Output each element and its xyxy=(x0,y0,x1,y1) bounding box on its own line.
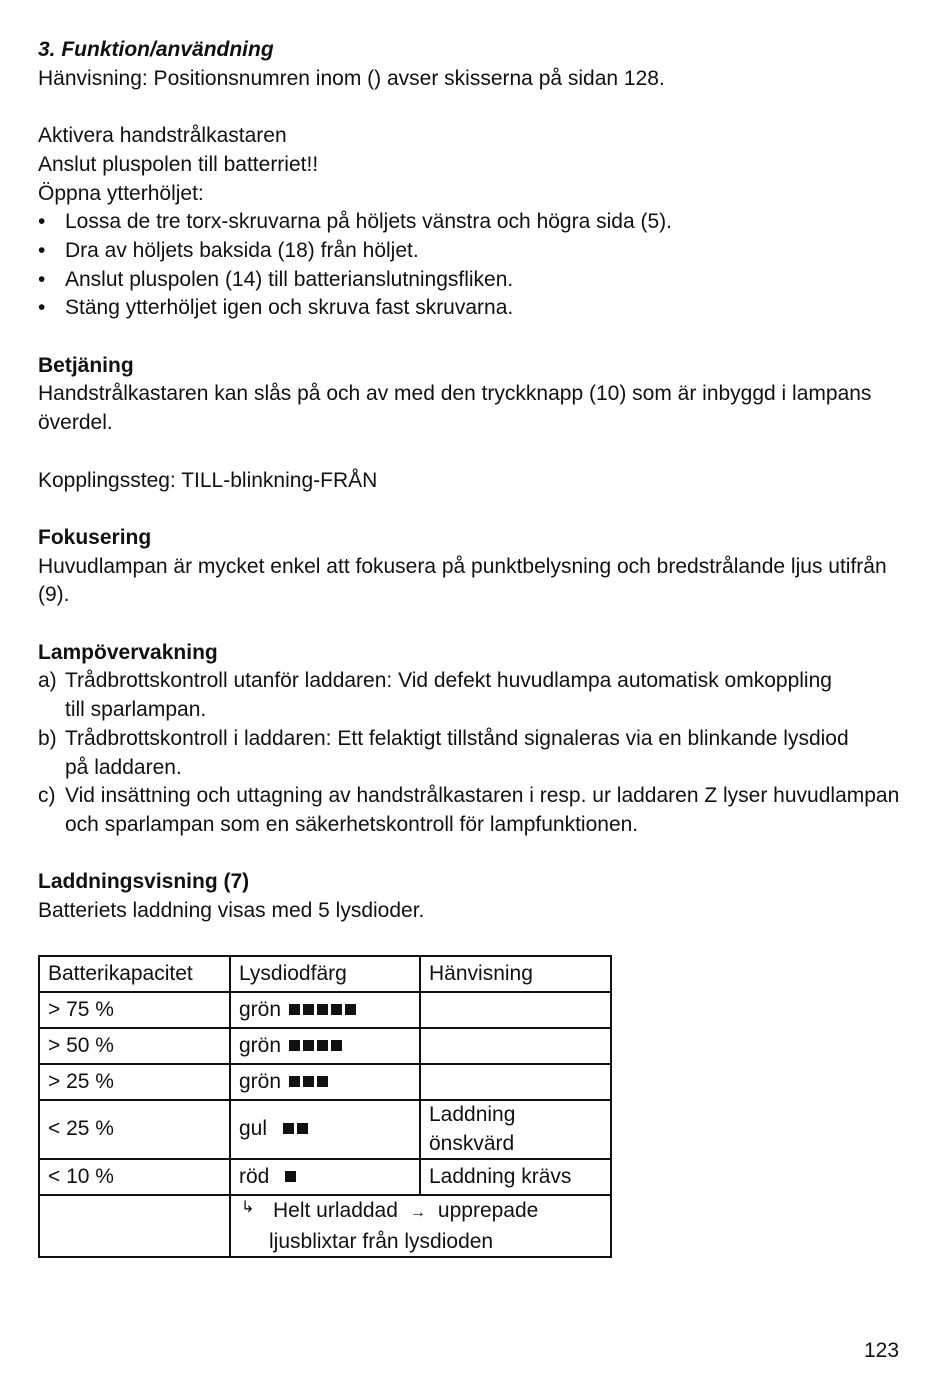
led-square-icon xyxy=(285,1171,296,1182)
list-item: c) Vid insättning och uttagning av handstrålkastaren i resp. ur laddaren Z lyser huvudlampan och sparlampan som en säkerhetskontroll för lampfunktionen. xyxy=(38,784,900,836)
led-square-icon xyxy=(331,1004,342,1015)
led-indicator-icons xyxy=(285,1165,299,1188)
footnote-cell: ↳ Helt urladdad → upprepade ljusblixtar från lysdioden xyxy=(230,1195,611,1257)
list-item: • Stäng ytterhöljet igen och skruva fast skruvarna. xyxy=(38,294,918,323)
capacity-cell: < 25 % xyxy=(39,1100,230,1159)
list-label: b) xyxy=(38,726,57,750)
activate-line-3: Öppna ytterhöljet: xyxy=(38,181,204,205)
led-color-cell: gul xyxy=(230,1100,420,1159)
list-item: • Anslut pluspolen (14) till batterianslutningsfliken. xyxy=(38,266,918,295)
led-square-icon xyxy=(303,1076,314,1087)
table-row-footnote xyxy=(39,1195,611,1257)
capacity-cell: > 25 % xyxy=(39,1064,230,1100)
table-row xyxy=(39,1064,611,1100)
list-label: a) xyxy=(38,669,57,693)
note-cell: Laddning önskvärd xyxy=(420,1100,611,1159)
led-indicator-icons xyxy=(289,1034,345,1057)
capacity-cell: > 75 % xyxy=(39,992,230,1028)
header-note: Hänvisning xyxy=(420,956,611,992)
section-title: 3. Funktion/användning xyxy=(38,38,274,61)
note-cell xyxy=(420,1028,611,1064)
list-item: • Dra av höljets baksida (18) från höljet. xyxy=(38,237,918,266)
led-square-icon xyxy=(283,1123,294,1134)
led-indicator-icons xyxy=(289,1070,331,1093)
switching-steps: Kopplingssteg: TILL-blinkning-FRÅN xyxy=(38,468,378,492)
led-square-icon xyxy=(317,1076,328,1087)
table-header-row xyxy=(39,956,611,992)
table-row xyxy=(39,1028,611,1064)
activate-line-2: Anslut pluspolen till batterriet!! xyxy=(38,152,319,176)
reference-note: Hänvisning: Positionsnumren inom () avser skisserna på sidan 128. xyxy=(38,66,665,90)
led-color-cell: röd xyxy=(230,1159,420,1195)
list-item: • Lossa de tre torx-skruvarna på höljets vänstra och högra sida (5). xyxy=(38,208,918,237)
bullet-icon: • xyxy=(38,296,46,320)
led-square-icon xyxy=(289,1040,300,1051)
table-row xyxy=(39,992,611,1028)
charge-display-text: Batteriets laddning visas med 5 lysdioder. xyxy=(38,899,425,922)
led-square-icon xyxy=(303,1040,314,1051)
led-color-cell: grön xyxy=(230,1064,420,1100)
list-label: c) xyxy=(38,784,56,808)
focus-heading: Fokusering xyxy=(38,525,152,549)
led-square-icon xyxy=(289,1076,300,1087)
led-square-icon xyxy=(345,1004,356,1015)
hook-arrow-icon: ↳ xyxy=(241,1199,255,1217)
operation-text-line-2: överdel. xyxy=(38,411,113,435)
bullet-icon: • xyxy=(38,267,46,291)
note-cell xyxy=(420,1064,611,1100)
note-cell xyxy=(420,992,611,1028)
lamp-monitoring-heading: Lampövervakning xyxy=(38,640,218,664)
operation-heading: Betjäning xyxy=(38,353,134,377)
list-item: a) Trådbrottskontroll utanför laddaren: Vid defekt huvudlampa automatisk omkoppling till sparlampan. xyxy=(38,669,832,722)
bullet-icon: • xyxy=(38,210,46,234)
arrow-right-icon: → xyxy=(409,1204,426,1222)
led-square-icon xyxy=(331,1040,342,1051)
led-square-icon xyxy=(289,1004,300,1015)
activate-heading-line: Aktivera handstrålkastaren xyxy=(38,124,287,148)
led-square-icon xyxy=(317,1040,328,1051)
battery-capacity-table xyxy=(38,955,612,1258)
empty-cell xyxy=(39,1195,230,1257)
led-color-cell: grön xyxy=(230,1028,420,1064)
note-cell: Laddning krävs xyxy=(420,1159,611,1195)
charge-display-heading: Laddningsvisning (7) xyxy=(38,870,250,894)
led-square-icon xyxy=(317,1004,328,1015)
table-row xyxy=(39,1100,611,1159)
led-indicator-icons xyxy=(289,998,359,1021)
header-led-color: Lysdiodfärg xyxy=(230,956,420,992)
operation-text-line-1: Handstrålkastaren kan slås på och av med den tryckknapp (10) som är inbyggd i lampans xyxy=(38,382,872,406)
bullet-icon: • xyxy=(38,238,46,262)
capacity-cell: < 10 % xyxy=(39,1159,230,1195)
capacity-cell: > 50 % xyxy=(39,1028,230,1064)
focus-text: Huvudlampan är mycket enkel att fokusera på punktbelysning och bredstrålande ljus utifrån (9). xyxy=(38,554,887,607)
page-content xyxy=(38,36,918,926)
list-item: b) Trådbrottskontroll i laddaren: Ett felaktigt tillstånd signaleras via en blinkande lysdiod på laddaren. xyxy=(38,726,849,779)
led-indicator-icons xyxy=(283,1117,311,1140)
activate-bullet-list xyxy=(38,208,918,323)
led-color-cell: grön xyxy=(230,992,420,1028)
led-square-icon xyxy=(297,1123,308,1134)
header-capacity: Batterikapacitet xyxy=(39,956,230,992)
page-number: 123 xyxy=(864,1339,900,1362)
led-square-icon xyxy=(303,1004,314,1015)
lamp-monitoring-list xyxy=(38,667,918,839)
table-row xyxy=(39,1159,611,1195)
